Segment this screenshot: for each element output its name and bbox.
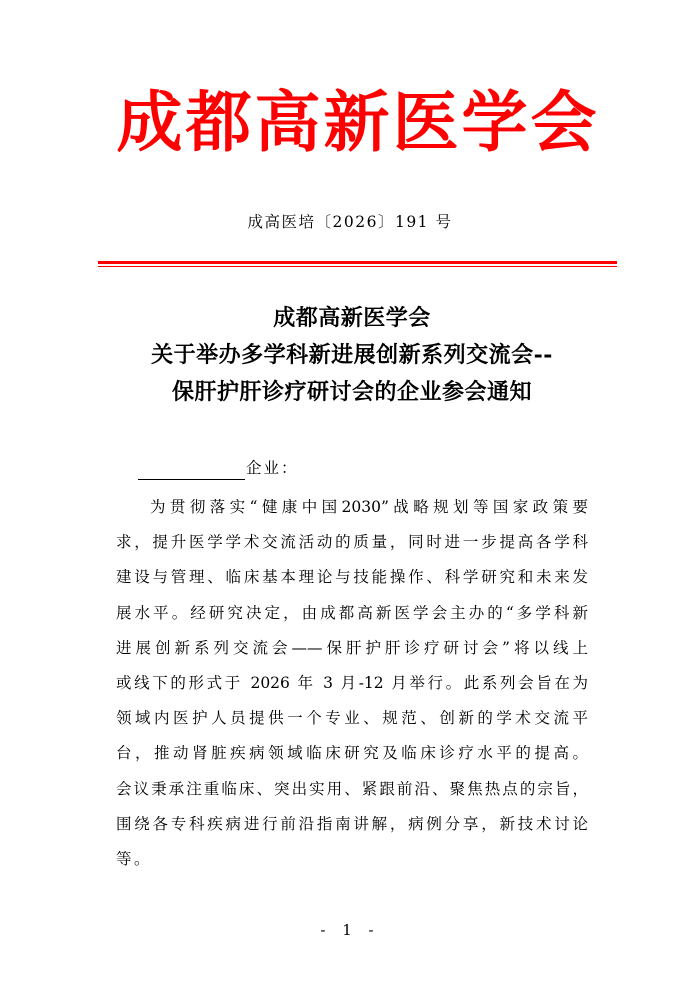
- company-name-blank: [138, 461, 245, 480]
- title-line-3: 保肝护肝诊疗研讨会的企业参会通知: [171, 379, 532, 405]
- notice-body: [116, 490, 588, 877]
- title-line-2: 关于举办多学科新进展创新系列交流会--: [151, 342, 553, 368]
- red-divider-thin: [98, 266, 617, 267]
- letterhead-org-name: 成都高新医学会: [116, 83, 600, 161]
- body-line-6: 或线下的形式于 2026 年 3 月-12 月举行。此系列会旨在为: [116, 673, 588, 692]
- notice-title: [100, 300, 604, 411]
- body-line-10: 围绕各专科疾病进行前沿指南讲解，病例分享，新技术讨论: [116, 814, 588, 833]
- body-line-7: 领域内医护人员提供一个专业、规范、创新的学术交流平: [116, 709, 588, 728]
- addressee-line: [138, 456, 299, 480]
- body-line-3: 建设与管理、临床基本理论与技能操作、科学研究和未来发: [116, 568, 588, 587]
- body-line-5: 进展创新系列交流会——保肝护肝诊疗研讨会”将以线上: [116, 638, 588, 657]
- title-line-1: 成都高新医学会: [273, 305, 431, 331]
- body-line-1: 为贯彻落实“健康中国2030”战略规划等国家政策要: [150, 498, 588, 516]
- body-line-2: 求，提升医学学术交流活动的质量，同时进一步提高各学科: [116, 533, 588, 552]
- document-number: 成高医培〔2026〕191 号: [247, 213, 453, 231]
- addressee-suffix: 企业：: [246, 459, 299, 477]
- body-line-4: 展水平。经研究决定，由成都高新医学会主办的“多学科新: [116, 603, 588, 622]
- body-line-11: 等。: [116, 849, 153, 868]
- body-line-9: 会议秉承注重临床、突出实用、紧跟前沿、聚焦热点的宗旨，: [116, 779, 588, 798]
- red-divider-thick: [98, 261, 617, 264]
- body-line-8: 台，推动肾脏疾病领域临床研究及临床诊疗水平的提高。: [116, 744, 588, 763]
- page-number: - 1 -: [320, 921, 380, 939]
